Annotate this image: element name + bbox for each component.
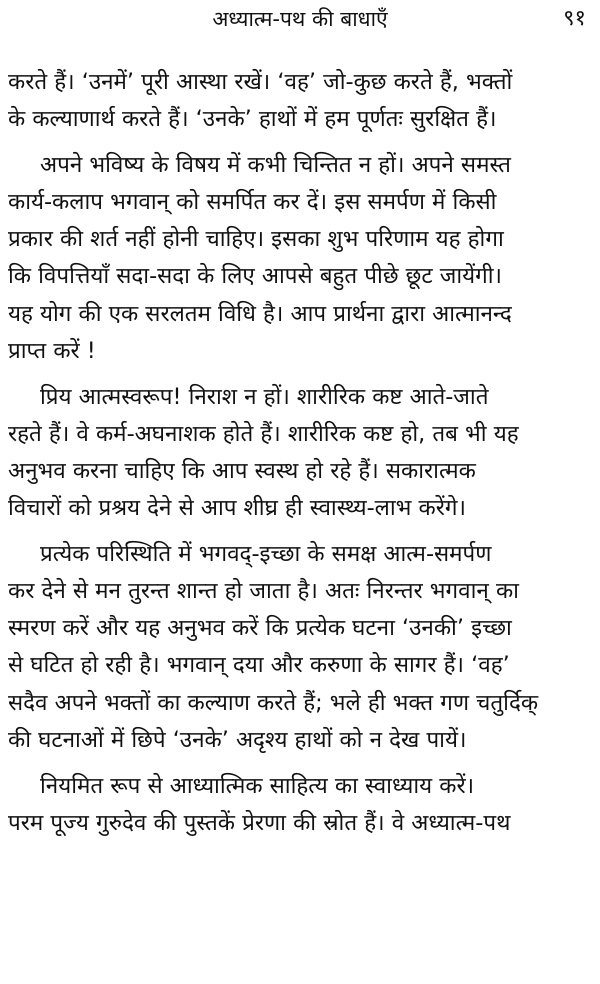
text-line: रहते हैं। वे कर्म-अघनाशक होते हैं। शारीरिक कष्ट हो, तब भी यह <box>8 420 519 447</box>
text-line: सदैव अपने भक्तों का कल्याण करते हैं; भले ही भक्त गण चतुर्दिक् <box>8 689 539 716</box>
text-line: स्मरण करें और यह अनुभव करें कि प्रत्येक घटना ‘उनकी’ इच्छा <box>8 615 512 642</box>
text-line: प्रिय आत्मस्वरूप! निराश न हों। शारीरिक कष्ट आते-जाते <box>40 383 489 410</box>
text-line: विचारों को प्रश्रय देने से आप शीघ्र ही स्वास्थ्य-लाभ करेंगे। <box>8 495 466 522</box>
text-line: कि विपत्तियाँ सदा-सदा के लिए आपसे बहुत पीछे छूट जायेंगी। <box>8 263 503 290</box>
text-line: अनुभव करना चाहिए कि आप स्वस्थ हो रहे हैं। सकारात्मक <box>8 457 476 484</box>
text-line: की घटनाओं में छिपे ‘उनके’ अदृश्य हाथों को न देख पायें। <box>8 726 467 753</box>
text-line: परम पूज्य गुरुदेव की पुस्तकें प्रेरणा की स्रोत हैं। वे अध्यात्म-पथ <box>8 809 511 836</box>
page-header <box>0 0 600 40</box>
running-title: अध्यात्म-पथ की बाधाएँ <box>212 7 388 31</box>
text-line: नियमित रूप से आध्यात्मिक साहित्य का स्वाध्याय करें। <box>40 772 475 799</box>
text-line: प्रत्येक परिस्थिति में भगवद्-इच्छा के समक्ष आत्म-समर्पण <box>40 541 492 568</box>
text-line: कर देने से मन तुरन्त शान्त हो जाता है। अतः निरन्तर भगवान् का <box>8 578 519 605</box>
text-line: प्राप्त करें ! <box>8 337 96 364</box>
page-number: ९१ <box>563 6 586 31</box>
text-line: से घटित हो रही है। भगवान् दया और करुणा के सागर हैं। ‘वह’ <box>8 652 510 679</box>
text-line: करते हैं। ‘उनमें’ पूरी आस्था रखें। ‘वह’ जो-कुछ करते हैं, भक्तों <box>8 69 513 95</box>
text-line: अपने भविष्य के विषय में कभी चिन्तित न हों। अपने समस्त <box>40 152 511 179</box>
text-line: प्रकार की शर्त नहीं होनी चाहिए। इसका शुभ परिणाम यह होगा <box>8 226 504 253</box>
text-line: यह योग की एक सरलतम विधि है। आप प्रार्थना द्वारा आत्मानन्द <box>8 300 512 327</box>
body-text <box>0 64 600 842</box>
text-line: कार्य-कलाप भगवान् को समर्पित कर दें। इस समर्पण में किसी <box>8 189 497 216</box>
text-line: के कल्याणार्थ करते हैं। ‘उनके’ हाथों में हम पूर्णतः सुरक्षित हैं। <box>8 106 497 133</box>
